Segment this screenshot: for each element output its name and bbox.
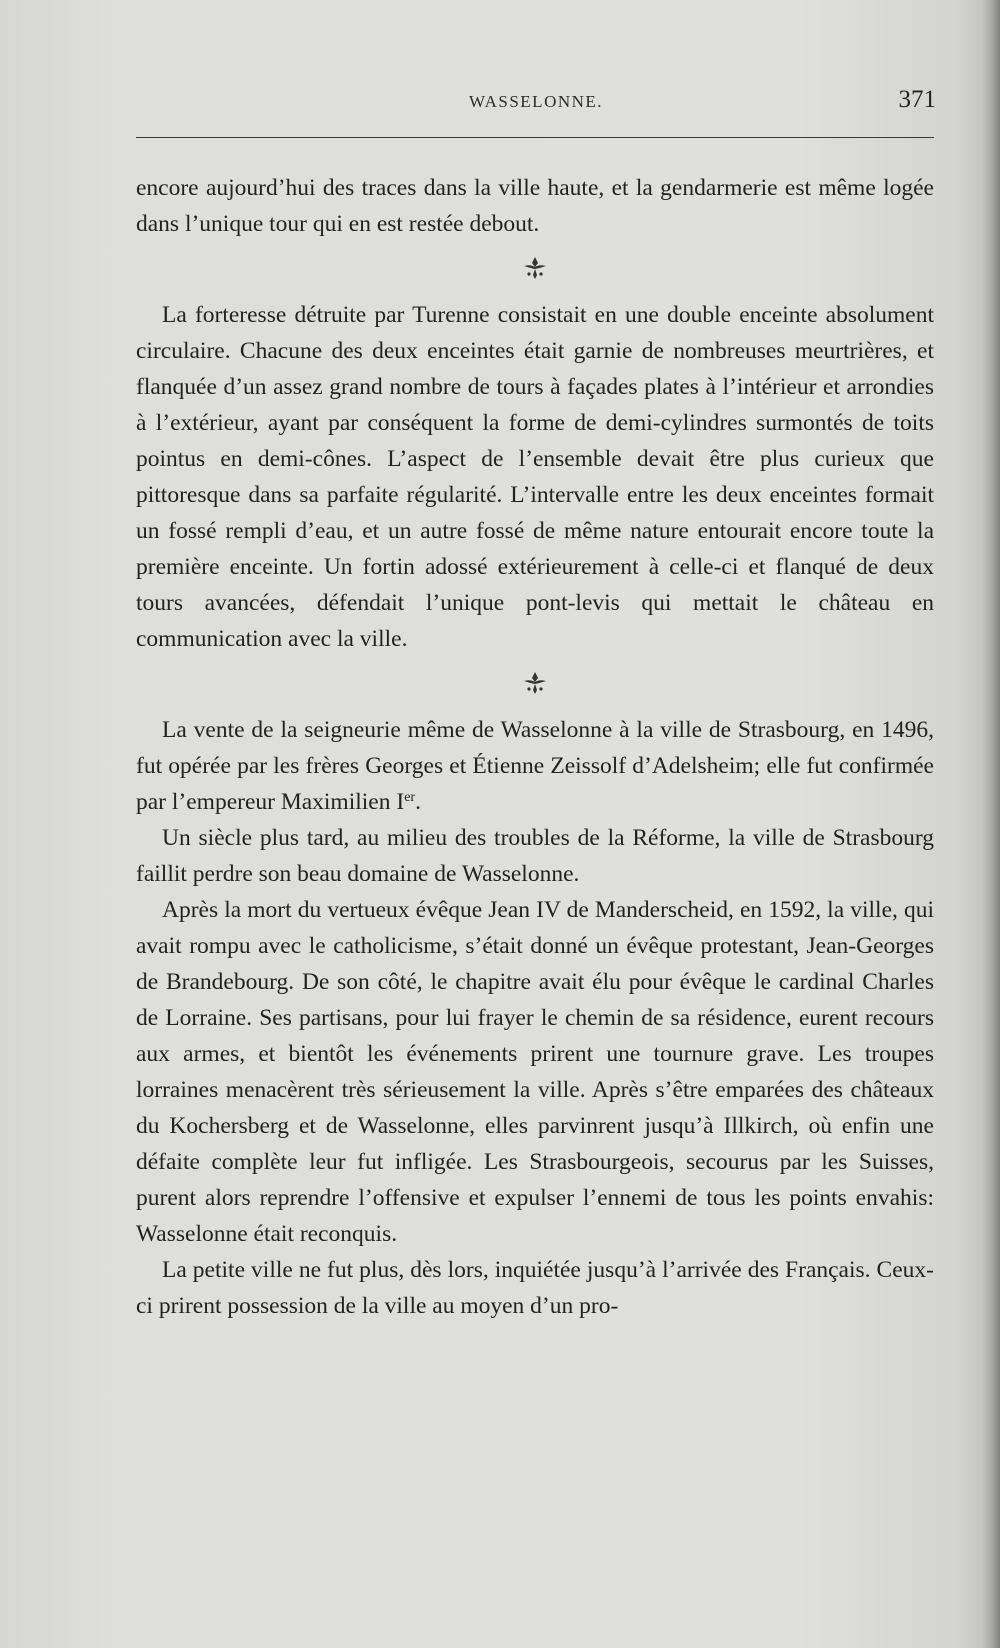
section-ornament xyxy=(136,657,934,712)
paragraph: La petite ville ne fut plus, dès lors, inquiétée jusqu’à l’arrivée des Français. Ceux-ci prirent possession de la ville au moyen d’un pro- xyxy=(136,1257,934,1319)
fleuron-icon xyxy=(520,669,550,697)
body-text xyxy=(136,170,934,1324)
paragraph: Après la mort du vertueux évêque Jean IV de Manderscheid, en 1592, la ville, qui avait rompu avec le catholicisme, s’était donné un évêque protestant, Jean-Georges de Brandebourg. De son côté, le chapitre avait élu pour évêque le cardinal Charles de Lorraine. Ses partisans, pour lui frayer le chemin de sa résidence, eurent recours aux armes, et bientôt les événements prirent une tournure grave. Les troupes lorraines menacèrent très sérieusement la ville. Après s’être emparées des châteaux du Kochersberg et de Wasselonne, elles parvinrent jusqu’à Illkirch, où enfin une défaite complète leur fut infligée. Les Strasbourgeois, secourus par les Suisses, purent alors reprendre l’offensive et expulser l’ennemi de tous les points envahis: Wasselonne était reconquis. xyxy=(136,897,934,1247)
page-header xyxy=(136,84,936,114)
running-title: WASSELONNE. xyxy=(468,92,604,111)
paragraph: encore aujourd’hui des traces dans la ville haute, et la gendarmerie est même logée dans l’unique tour qui en est restée debout. xyxy=(136,175,934,237)
header-rule xyxy=(136,137,934,138)
fleuron-icon xyxy=(520,254,550,282)
paragraph: Un siècle plus tard, au milieu des troubles de la Réforme, la ville de Strasbourg faillit perdre son beau domaine de Wasselonne. xyxy=(136,825,934,887)
paragraph xyxy=(136,712,934,820)
page-number: 371 xyxy=(898,86,936,113)
paragraph: La forteresse détruite par Turenne consistait en une double enceinte absolument circulaire. Chacune des deux enceintes était garnie de nombreuses meurtrières, et flanquée d’un assez grand nombre de tours à façades plates à l’intérieur et arrondies à l’extérieur, ayant par conséquent la forme de demi-cylindres surmontés de toits pointus en demi-cônes. L’aspect de l’ensemble devait être plus curieux que pittoresque dans sa parfaite régularité. L’intervalle entre les deux enceintes formait un fossé rempli d’eau, et un autre fossé de même nature entourait encore toute la première enceinte. Un fortin adossé extérieurement à celle-ci et flanqué de deux tours avancées, défendait l’unique pont-levis qui mettait le château en communication avec la ville. xyxy=(136,302,934,652)
period: . xyxy=(415,789,421,815)
paragraph-text: La vente de la seigneurie même de Wasselonne à la ville de Strasbourg, en 1496, fut opérée par les frères Georges et Étienne Zeissolf d’Adelsheim; elle fut confirmée par l’empereur Maximilien I xyxy=(136,717,934,815)
section-ornament xyxy=(136,242,934,297)
page-edge-shadow xyxy=(982,0,1000,1648)
superscript: er xyxy=(404,790,416,805)
